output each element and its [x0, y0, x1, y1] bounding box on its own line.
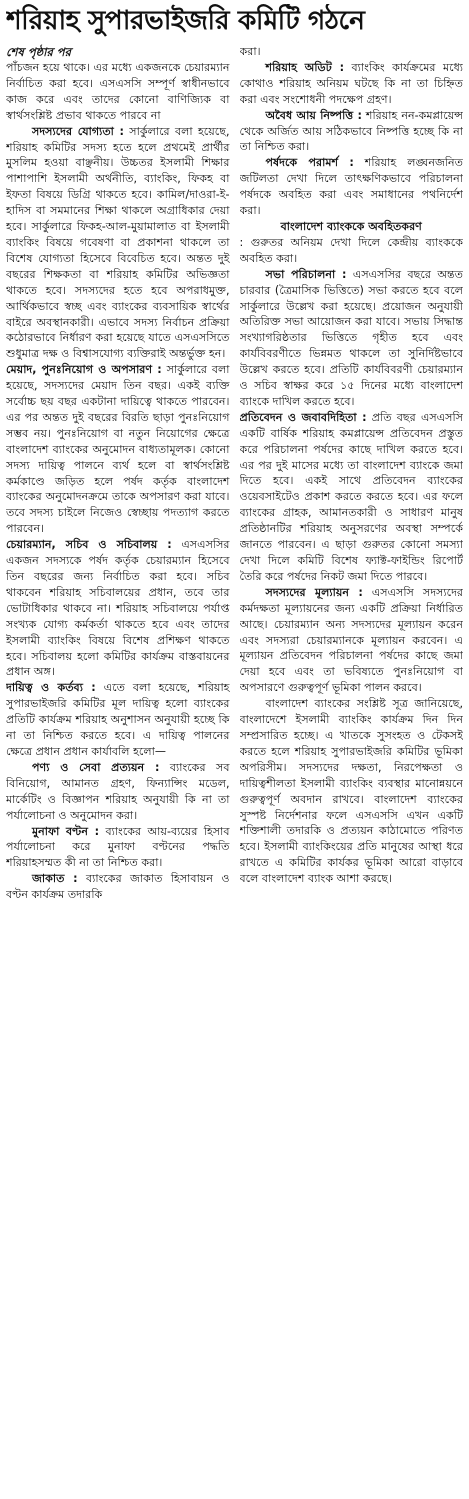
section-text: প্রতি বছর এসএসসি একটি বার্ষিক শরিয়াহ কমপ্লায়েন্স প্রতিবেদন প্রস্তুত করে পরিচালনা পর্ষদের কাছে দাখিল করতে হবে। এর পর দুই মাসের মধ্যে তা বাংলাদেশ ব্যাংকে জমা দিতে হবে। একই সাথে প্রতিবেদন ব্যাংকের ওয়েবসাইটেও প্রকাশ করতে করতে হবে। এর ফলে ব্যাংকের গ্রাহক, আমানতকারী ও সাধারণ মানুষ প্রতিষ্ঠানটির শরিয়াহ অনুসরণের অবস্থা সম্পর্কে জানতে পারবেন। এ ছাড়া গুরুতর কোনো সমস্যা দেখা দিলে কমিটি বিশেষ ফ্যাক্ট-ফাইন্ডিং রিপোর্ট তৈরি করে পর্ষদের নিকট জমা দিতে পারবে। [239, 410, 463, 583]
section-illegal-income [240, 108, 464, 156]
section-text: ব্যাংকিং কার্যক্রমের মধ্যে কোথাও শরিয়াহ অনিয়ম ঘটছে কি না তা চিহ্নিত করা এবং সংশোধনী পদক্ষেপ গ্রহণ। [239, 60, 463, 106]
section-text: ব্যাংকের আয়-ব্যয়ের হিসাব পর্যালোচনা করে মুনাফা বণ্টনের পদ্ধতি শরিয়াহসম্মত কী না তা নিশ্চিত করা। [6, 824, 230, 870]
section-text: শরিয়াহ নন-কমপ্লায়েন্স থেকে অর্জিত আয় সঠিকভাবে নিষ্পত্তি হচ্ছে কি না তা নিশ্চিত করা। [239, 108, 463, 154]
headline: শরিয়াহ সুপারভাইজরি কমিটি গঠনে [6, 5, 365, 36]
continued-from-label: শেষ পৃষ্ঠার পর [6, 45, 71, 59]
closing-paragraph [240, 696, 464, 887]
section-text: এসএসসির বছরে অন্তত চারবার (ত্রৈমাসিক ভিত্তিতে) সভা করতে হবে বলে সার্কুলারে উল্লেখ করা হয়েছে। প্রয়োজন অনুযায়ী অতিরিক্ত সভা আয়োজন করা যাবে। সভায় সিদ্ধান্ত সংখ্যাগরিষ্ঠতার ভিত্তিতে গৃহীত হবে এবং কার্যবিবরণীতে ভিন্নমত থাকলে তা সুনির্দিষ্টভাবে উল্লেখ করতে হবে। প্রতিটি কার্যবিবরণী চেয়ারম্যান ও সচিব স্বাক্ষর করে ১৫ দিনের মধ্যে বাংলাদেশ ব্যাংকে দাখিল করতে হবে। [239, 267, 463, 408]
paragraph-text: করা। [239, 45, 261, 58]
section-text: ব্যাংকের সব বিনিয়োগ, আমানত গ্রহণ, ফিন্যান্সিং মডেল, মার্কেটিং ও বিজ্ঞাপন শরিয়াহ অনুযায়ী কি না তা পর্যালোচনা ও অনুমোদন করা। [6, 760, 230, 822]
section-text: শরিয়াহ লঙ্ঘনজনিত জটিলতা দেখা দিলে তাৎক্ষণিকভাবে পরিচালনা পর্ষদকে অবহিত করা এবং সমাধানের পথনির্দেশ করা। [239, 156, 463, 218]
section-profit [6, 824, 230, 872]
subheading: সদস্যদের মূল্যায়ন : [265, 585, 363, 599]
subheading: দায়িত্ব ও কর্তব্য : [6, 681, 96, 695]
section-text: এতে বলা হয়েছে, শরিয়াহ সুপারভাইজরি কমিটির মূল দায়িত্ব হলো ব্যাংকের প্রতিটি কার্যক্রম শরিয়াহ অনুশাসন অনুযায়ী হচ্ছে কি না তা নিশ্চিত করতে হবে। এ দায়িত্ব পালনের ক্ষেত্রে প্রধান প্রধান কার্যাবলি হলো— [6, 681, 230, 758]
subheading: সভা পরিচালনা : [265, 267, 347, 281]
section-text: : গুরুতর অনিয়ম দেখা দিলে কেন্দ্রীয় ব্যাংককে অবহিত করা। [239, 235, 463, 265]
section-report [240, 410, 464, 585]
subheading: জাকাত : [32, 872, 78, 886]
section-text: সার্কুলারে বলা হয়েছে, সদস্যদের মেয়াদ তিন বছর। একই ব্যক্তি সর্বোচ্চ ছয় বছর একটানা দায়িত্বে থাকতে পারবেন। এর পর অন্তত দুই বছরের বিরতি ছাড়া পুনঃনিয়োগ সম্ভব নয়। পুনঃনিয়োগ বা নতুন নিয়োগের ক্ষেত্রে বাংলাদেশ ব্যাংকের অনুমোদন বাধ্যতামূলক। কোনো সদস্য দায়িত্ব পালনে ব্যর্থ হলে বা স্বার্থসংশ্লিষ্ট কর্মকাণ্ডে জড়িত হলে পর্ষদ কর্তৃক বাংলাদেশ ব্যাংকের অনুমোদনক্রমে তাকে অপসারণ করা যাবে। তবে সদস্য চাইলে নিজেও স্বেচ্ছায় পদত্যাগ করতে পারবেন। [6, 363, 230, 536]
subheading: প্রতিবেদন ও জবাবদিহিতা : [239, 410, 367, 424]
subheading: বাংলাদেশ ব্যাংককে অবহিতকরণ [280, 219, 422, 233]
section-text: ব্যাংকের জাকাত হিসাবায়ন ও বণ্টন কার্যক্রম তদারকি [6, 872, 230, 902]
section-meeting [240, 267, 464, 410]
subheading: অবৈধ আয় নিষ্পত্তি : [265, 108, 362, 122]
section-term [6, 362, 230, 537]
section-board-advice [240, 155, 464, 219]
section-text: সার্কুলারে বলা হয়েছে, শরিয়াহ কমিটির সদস্য হতে হলে প্রথমেই প্রার্থীর মুসলিম হওয়া বাঞ্ছনীয়। উচ্চতর ইসলামী শিক্ষার পাশাপাশি ইসলামী অর্থনীতি, ব্যাংকিং, ফিকহ বা ইফতা বিষয়ে ডিগ্রি থাকতে হবে। কামিল/দাওরা-ই-হাদিস বা সমমানের শিক্ষা থাকলে অগ্রাধিকার দেয়া হবে। সার্কুলারে ফিকহ-আল-মুয়ামালাত বা ইসলামী ব্যাংকিং বিষয়ে গবেষণা বা প্রকাশনা থাকলে তা বিশেষ যোগ্যতা হিসেবে বিবেচিত হবে। অন্তত দুই বছরের শিক্ষকতা বা শরিয়াহ কমিটির অভিজ্ঞতা থাকতে হবে। সদস্যদের হতে হবে অপরাধমুক্ত, আর্থিকভাবে স্বচ্ছ এবং ব্যাংকের ব্যবসায়িক স্বার্থের বাইরে অবস্থানকারী। এভাবে সদস্য নির্বাচন প্রক্রিয়া কঠোরভাবে নির্ধারণ করা হয়েছে যাতে এসএসসিতে শুধুমাত্র দক্ষ ও বিশ্বাসযোগ্য ব্যক্তিরাই অন্তর্ভুক্ত হন। [6, 124, 230, 361]
subheading: শরিয়াহ অডিট : [265, 60, 345, 74]
section-text: এসএসসি সদস্যদের কর্মদক্ষতা মূল্যায়নের জন্য একটি প্রক্রিয়া নির্ধারিত আছে। চেয়ারম্যান অন্য সদস্যদের মূল্যায়ন করেন এবং সদস্যরা চেয়ারম্যানকে মূল্যায়ন করবেন। এ মূল্যায়ন প্রতিবেদন পরিচালনা পর্ষদের কাছে জমা দেয়া হবে এবং তা ভবিষ্যতে পুনঃনিয়োগ বা অপসারণে গুরুত্বপূর্ণ ভূমিকা পালন করবে। [239, 585, 463, 695]
right-column [240, 44, 464, 1499]
subheading: মুনাফা বণ্টন : [32, 824, 100, 838]
section-duties [6, 680, 230, 760]
section-bb-head [240, 219, 464, 235]
subheading: পণ্য ও সেবা প্রত্যয়ন : [32, 760, 160, 774]
section-chairman [6, 537, 230, 680]
subheading: মেয়াদ, পুনঃনিয়োগ ও অপসারণ : [6, 363, 162, 377]
subheading: সদস্যদের যোগ্যতা : [32, 124, 124, 138]
section-products [6, 760, 230, 824]
paragraph-text: পাঁচজন হয়ে থাকে। এর মধ্যে একজনকে চেয়ারম্যান নির্বাচিত করা হবে। এসএসসি সম্পূর্ণ স্বাধীনভাবে কাজ করে এবং তাদের কোনো বাণিজ্যিক বা স্বার্থসংশ্লিষ্ট প্রভাব থাকতে পারবে না [6, 61, 230, 122]
article-columns [6, 44, 463, 1499]
section-bb-text [240, 235, 464, 267]
left-column [6, 44, 230, 1499]
subheading: পর্ষদকে পরামর্শ : [265, 156, 354, 170]
paragraph-text: বাংলাদেশ ব্যাংকের সংশ্লিষ্ট সূত্র জানিয়েছে, বাংলাদেশে ইসলামী ব্যাংকিং কার্যক্রম দিন দিন সম্প্রসারিত হচ্ছে। এ খাতকে সুসংহত ও টেকসই করতে হলে শরিয়াহ সুপারভাইজরি কমিটির ভূমিকা অপরিসীম। সদস্যদের দক্ষতা, নিরপেক্ষতা ও দায়িত্বশীলতা ইসলামী ব্যাংকিং ব্যবস্থার মানোন্নয়নে গুরুত্বপূর্ণ অবদান রাখবে। বাংলাদেশ ব্যাংকের সুস্পষ্ট নির্দেশনার ফলে এসএসসি এখন একটি শক্তিশালী তদারকি ও প্রত্যয়ন কাঠামোতে পরিণত হবে। ইসলামী ব্যাংকিংয়ের প্রতি মানুষের আস্থা ধরে রাখতে এ কমিটির কার্যকর ভূমিকা আরো বাড়াবে বলে বাংলাদেশ ব্যাংক আশা করছে। [239, 697, 463, 886]
paragraph [240, 44, 464, 60]
section-zakat [6, 871, 230, 903]
section-evaluation [240, 585, 464, 696]
section-audit [240, 60, 464, 108]
section-text: এসএসসির একজন সদস্যকে পর্ষদ কর্তৃক চেয়ারম্যান হিসেবে তিন বছরের জন্য নির্বাচিত করা হবে। সচিব থাকবেন শরিয়াহ সচিবালয়ের প্রধান, তবে তার ভোটাধিকার থাকবে না। শরিয়াহ সচিবালয়ে পর্যাপ্ত সংখ্যক যোগ্য কর্মকর্তা থাকতে হবে এবং তাদের ইসলামী ব্যাংকিং বিষয়ে বিশেষ প্রশিক্ষণ থাকতে হবে। সচিবালয় হলো কমিটির কার্যক্রম বাস্তবায়নের প্রধান অঙ্গ। [6, 538, 230, 679]
subheading: চেয়ারম্যান, সচিব ও সচিবালয় : [6, 538, 172, 552]
section-qualification [6, 124, 230, 363]
paragraph [6, 60, 230, 124]
